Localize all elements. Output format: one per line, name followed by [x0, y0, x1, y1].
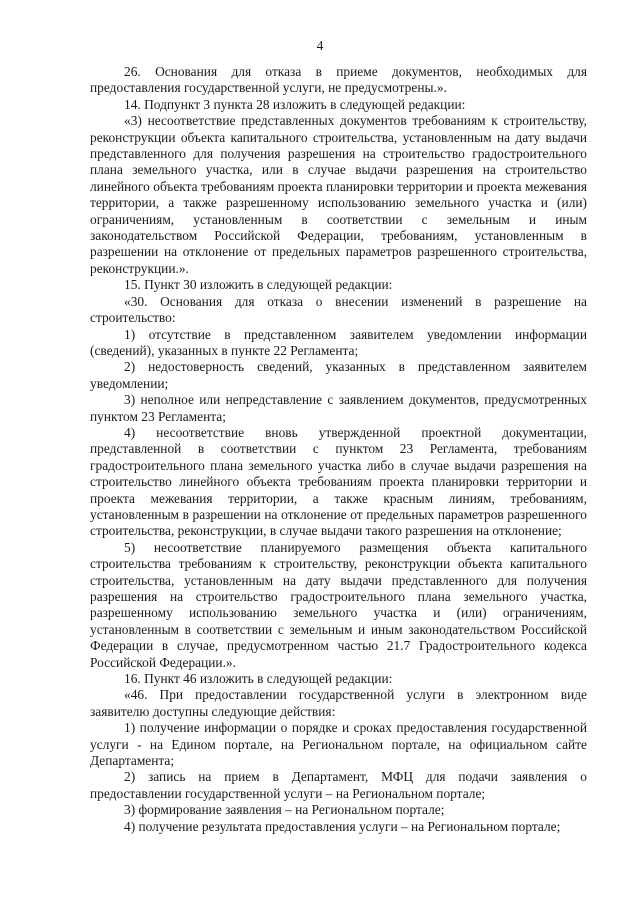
action-item-4: 4) получение результата предоставления услуги – на Региональном портале;: [124, 818, 561, 834]
action-item-2: 2) запись на прием в Департамент, МФЦ для подачи заявления о предоставлении государственной услуги – на Региональном портале;: [90, 769, 587, 801]
paragraph-14-heading: 14. Подпункт 3 пункта 28 изложить в следующей редакции:: [124, 96, 466, 112]
paragraph-15-heading: 15. Пункт 30 изложить в следующей редакции:: [124, 277, 393, 293]
paragraph-46: «46. При предоставлении государственной услуги в электронном виде заявителю доступны следующие действия:: [90, 687, 587, 719]
list-item-5: 5) несоответствие планируемого размещения объекта капитального строительства требованиям к строительству, реконструкции объекта капитального строительства, установленным на дату выдачи представленного для получения разрешения на строительство градостроительного плана земельного участка, разрешенному использованию земельного участка и (или) ограничениям, установленным в соответствии с земельным и иным законодательством Российской Федерации в случае, предусмотренном частью 21.7 Градостроительного кодекса Российской Федерации.».: [90, 539, 587, 670]
list-item-2: 2) недостоверность сведений, указанных в представленном заявителем уведомлении;: [90, 359, 587, 391]
paragraph-16-heading: 16. Пункт 46 изложить в следующей редакции:: [124, 671, 393, 687]
list-item-4: 4) несоответствие вновь утвержденной проектной документации, представленной в соответствии с пунктом 23 Регламента, требованиям градостроительного плана земельного участка либо в случае выдачи разрешения на строительство линейного объекта требованиям проекта планировки территории и проекта межевания территории, а также красным линиям, требованиям, установленным в разрешении на отклонение от предельных параметров разрешенного строительства, реконструкции, в случае выдачи такого разрешения на отклонение;: [90, 424, 587, 539]
list-item-1: 1) отсутствие в представленном заявителем уведомлении информации (сведений), указанных в пункте 22 Регламента;: [90, 326, 587, 358]
action-item-1: 1) получение информации о порядке и сроках предоставления государственной услуги - на Едином портале, на Региональном портале, на официальном сайте Департамента;: [90, 720, 587, 769]
action-item-3: 3) формирование заявления – на Региональном портале;: [124, 802, 445, 818]
paragraph-subpoint-3: «3) несоответствие представленных документов требованиям к строительству, реконструкции объекта капитального строительства, установленным на дату выдачи представленного для получения разрешения на строительство градостроительного плана земельного участка, или в случае выдачи разрешения на строительство линейного объекта требованиям проекта планировки территории и проекта межевания территории, а также разрешенному использованию земельного участка и (или) ограничениям, установленным в соответствии с земельным и иным законодательством Российской Федерации, требованиям, установленным в разрешении на отклонение от предельных параметров разрешенного строительства, реконструкции.».: [90, 113, 587, 276]
list-item-3: 3) неполное или непредставление с заявлением документов, предусмотренных пунктом 23 Регламента;: [90, 392, 587, 424]
paragraph-30: «30. Основания для отказа о внесении изменений в разрешение на строительство:: [90, 293, 587, 326]
paragraph-26: 26. Основания для отказа в приеме документов, необходимых для предоставления государственной услуги, не предусмотрены.».: [90, 64, 587, 96]
page-number: 4: [316, 38, 324, 53]
document-body: [90, 64, 587, 835]
